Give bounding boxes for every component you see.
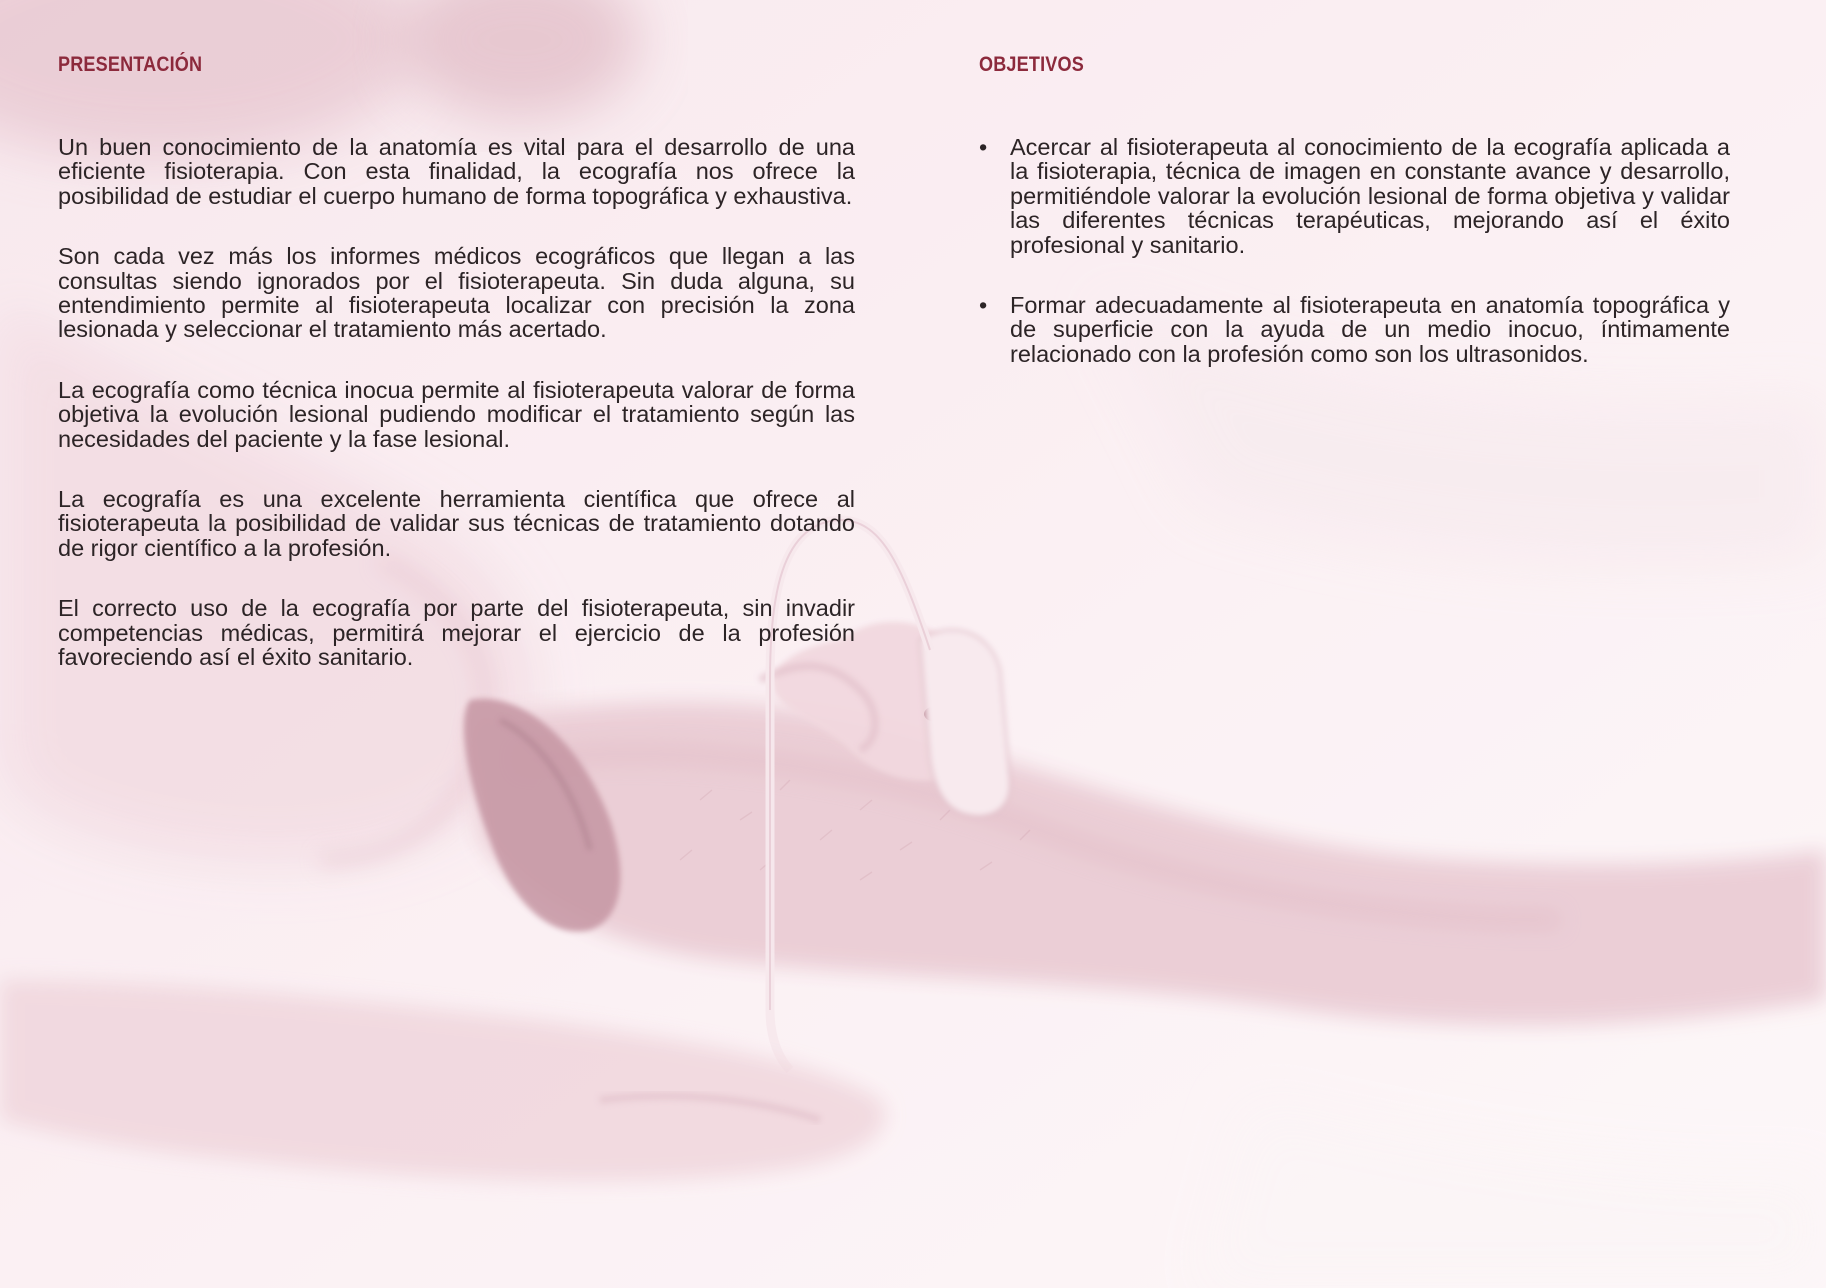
presentacion-section bbox=[58, 52, 855, 670]
bullet-icon: • bbox=[979, 292, 988, 319]
presentacion-paragraph: Un buen conocimiento de la anatomía es vital para el desarrollo de una eficiente fisioterapia. Con esta finalidad, la ecografía nos ofrece la posibilidad de estudiar el cuerpo humano de forma topográfica y exhaustiva. bbox=[58, 134, 855, 209]
objetivos-heading: OBJETIVOS bbox=[979, 53, 1084, 76]
presentacion-paragraph: El correcto uso de la ecografía por parte del fisioterapeuta, sin invadir competencias médicas, permitirá mejorar el ejercicio de la profesión favoreciendo así el éxito sanitario. bbox=[58, 595, 855, 671]
objetivos-item-text: Acercar al fisioterapeuta al conocimiento de la ecografía aplicada a la fisioterapia, técnica de imagen en constante avance y desarrollo, permitiéndole valorar la evolución lesional de forma objetiva y validar las diferentes técnicas terapéuticas, mejorando así el éxito profesional y sanitario. bbox=[1010, 134, 1730, 258]
presentacion-heading: PRESENTACIÓN bbox=[58, 53, 203, 76]
presentacion-paragraph: Son cada vez más los informes médicos ecográficos que llegan a las consultas siendo ignorados por el fisioterapeuta. Sin duda alguna, su entendimiento permite al fisioterapeuta localizar con precisión la zona lesionada y seleccionar el tratamiento más acertado. bbox=[58, 243, 855, 343]
presentacion-paragraphs bbox=[58, 135, 855, 670]
objetivos-item-text: Formar adecuadamente al fisioterapeuta en anatomía topográfica y de superficie con la ayuda de un medio inocuo, íntimamente relacionado con la profesión como son los ultrasonidos. bbox=[1010, 292, 1730, 367]
objetivos-list bbox=[979, 135, 1730, 366]
presentacion-paragraph: La ecografía es una excelente herramienta científica que ofrece al fisioterapeuta la posibilidad de validar sus técnicas de tratamiento dotando de rigor científico a la profesión. bbox=[58, 486, 855, 561]
bullet-icon: • bbox=[979, 134, 988, 160]
presentacion-paragraph: La ecografía como técnica inocua permite al fisioterapeuta valorar de forma objetiva la evolución lesional pudiendo modificar el tratamiento según las necesidades del paciente y la fase lesional. bbox=[58, 376, 855, 452]
objetivos-list-item bbox=[979, 293, 1730, 366]
objetivos-list-item bbox=[979, 135, 1730, 257]
objetivos-section bbox=[979, 52, 1730, 366]
